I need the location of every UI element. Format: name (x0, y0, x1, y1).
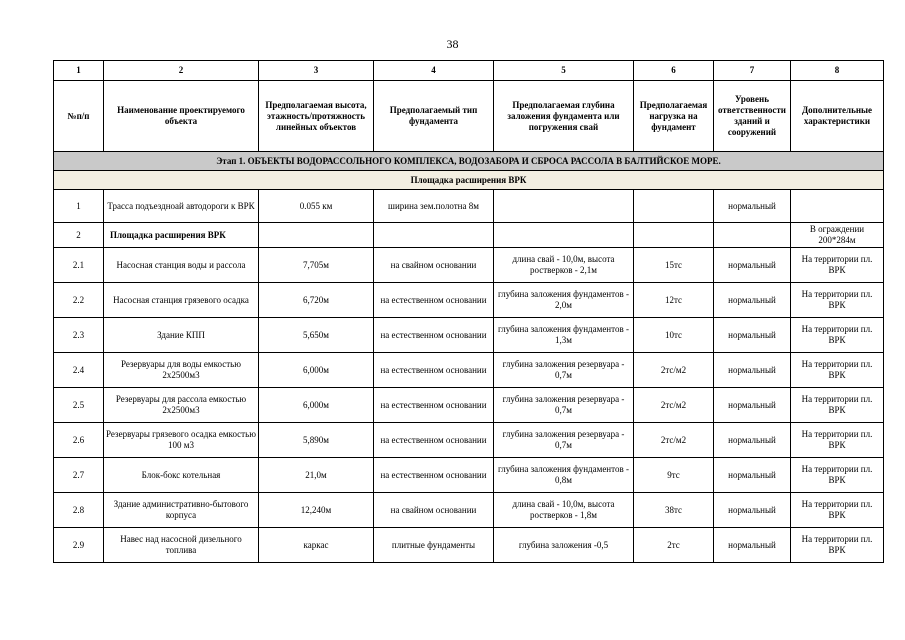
table-cell: Здание административно-бытового корпуса (104, 493, 259, 528)
table-cell: 6,000м (259, 353, 374, 388)
table-cell (494, 190, 634, 223)
column-number-row (54, 61, 884, 81)
table-cell: на свайном основании (374, 248, 494, 283)
table-cell: 15тс (634, 248, 714, 283)
stage-row (54, 152, 884, 171)
column-header: №п/п (54, 81, 104, 152)
table-cell: 6,720м (259, 283, 374, 318)
table-cell: 2тс/м2 (634, 423, 714, 458)
table-cell: 2.1 (54, 248, 104, 283)
table-cell: 2.9 (54, 528, 104, 563)
column-header: Предполагаемый тип фундамента (374, 81, 494, 152)
table-row (54, 223, 884, 248)
table-cell: 7,705м (259, 248, 374, 283)
column-number: 8 (791, 61, 884, 81)
column-header: Дополнительные характеристики (791, 81, 884, 152)
table-cell: на естественном основании (374, 353, 494, 388)
table-cell: длина свай - 10,0м, высота ростверков - 2,1м (494, 248, 634, 283)
table-cell: 12тс (634, 283, 714, 318)
table-cell (714, 223, 791, 248)
table-cell: Резервуары для рассола емкостью 2х2500м3 (104, 388, 259, 423)
table-cell: 12,240м (259, 493, 374, 528)
table-cell: нормальный (714, 493, 791, 528)
table-cell (634, 190, 714, 223)
table-row (54, 318, 884, 353)
table-cell: Блок-бокс котельная (104, 458, 259, 493)
table-cell: нормальный (714, 388, 791, 423)
table-cell: 21,0м (259, 458, 374, 493)
column-header: Предполагаемая нагрузка на фундамент (634, 81, 714, 152)
table-cell: Навес над насосной дизельного топлива (104, 528, 259, 563)
table-row (54, 283, 884, 318)
table-cell: глубина заложения резервуара - 0,7м (494, 423, 634, 458)
table-cell: 2.8 (54, 493, 104, 528)
table-cell: глубина заложения фундаментов - 1,3м (494, 318, 634, 353)
table-cell: каркас (259, 528, 374, 563)
table-cell: плитные фундаменты (374, 528, 494, 563)
table-cell: 2 (54, 223, 104, 248)
table-cell: Резервуары для воды емкостью 2х2500м3 (104, 353, 259, 388)
column-number: 3 (259, 61, 374, 81)
table-cell: глубина заложения фундаментов - 2,0м (494, 283, 634, 318)
table-cell: На территории пл. ВРК (791, 493, 884, 528)
table-cell (791, 190, 884, 223)
column-number: 7 (714, 61, 791, 81)
table-cell: На территории пл. ВРК (791, 388, 884, 423)
table-row (54, 248, 884, 283)
table-cell: 2.3 (54, 318, 104, 353)
table-cell: Насосная станция грязевого осадка (104, 283, 259, 318)
table-cell: нормальный (714, 528, 791, 563)
column-number: 6 (634, 61, 714, 81)
table-cell: На территории пл. ВРК (791, 458, 884, 493)
column-number: 2 (104, 61, 259, 81)
table-row (54, 528, 884, 563)
table-cell: нормальный (714, 283, 791, 318)
table-cell: 2.5 (54, 388, 104, 423)
table-cell: на естественном основании (374, 423, 494, 458)
table-cell: на естественном основании (374, 283, 494, 318)
table-cell: на естественном основании (374, 458, 494, 493)
table-cell: Трасса подъездноай автодороги к ВРК (104, 190, 259, 223)
table-cell: 2.4 (54, 353, 104, 388)
column-number: 1 (54, 61, 104, 81)
table-cell: 6,000м (259, 388, 374, 423)
column-number: 5 (494, 61, 634, 81)
objects-table (53, 60, 884, 563)
table-cell: нормальный (714, 423, 791, 458)
table-cell: 2тс/м2 (634, 353, 714, 388)
table-row (54, 458, 884, 493)
table-cell: 9тс (634, 458, 714, 493)
table-cell: Здание КПП (104, 318, 259, 353)
table-cell: на естественном основании (374, 388, 494, 423)
table-cell: 5,890м (259, 423, 374, 458)
table-row (54, 493, 884, 528)
table-cell: нормальный (714, 248, 791, 283)
column-header: Предполагаемая глубина заложения фундамента или погружения свай (494, 81, 634, 152)
table-cell (634, 223, 714, 248)
table-cell: 10тс (634, 318, 714, 353)
column-header: Предполагаемая высота, этажность/протяжность линейных объектов (259, 81, 374, 152)
site-title: Площадка расширения ВРК (54, 171, 884, 190)
table-cell: глубина заложения фундаментов - 0,8м (494, 458, 634, 493)
table-cell: 38тс (634, 493, 714, 528)
table-cell: Насосная станция воды и рассола (104, 248, 259, 283)
table-cell: 1 (54, 190, 104, 223)
table-cell: на естественном основании (374, 318, 494, 353)
table-cell: 5,650м (259, 318, 374, 353)
table-cell: На территории пл. ВРК (791, 528, 884, 563)
table-cell: глубина заложения резервуара - 0,7м (494, 388, 634, 423)
table-cell: Площадка расширения ВРК (104, 223, 259, 248)
table-cell: На территории пл. ВРК (791, 248, 884, 283)
table-cell: глубина заложения резервуара - 0,7м (494, 353, 634, 388)
column-header-row (54, 81, 884, 152)
table-row (54, 353, 884, 388)
table-cell (259, 223, 374, 248)
table-cell (494, 223, 634, 248)
table-cell: ширина зем.полотна 8м (374, 190, 494, 223)
table-cell: 2тс/м2 (634, 388, 714, 423)
table-cell (374, 223, 494, 248)
table-cell: На территории пл. ВРК (791, 353, 884, 388)
table-cell: На территории пл. ВРК (791, 318, 884, 353)
table-cell: На территории пл. ВРК (791, 283, 884, 318)
table-cell: Резервуары грязевого осадка емкостью 100 м3 (104, 423, 259, 458)
table-cell: 2.2 (54, 283, 104, 318)
table-cell: длина свай - 10,0м, высота ростверков - 1,8м (494, 493, 634, 528)
site-row (54, 171, 884, 190)
column-header: Уровень ответственности зданий и сооружений (714, 81, 791, 152)
page-number: 38 (446, 37, 459, 51)
table-row (54, 190, 884, 223)
table-cell: нормальный (714, 190, 791, 223)
table-cell: 2.7 (54, 458, 104, 493)
table-row (54, 388, 884, 423)
stage-title: Этап 1. ОБЪЕКТЫ ВОДОРАССОЛЬНОГО КОМПЛЕКСА, ВОДОЗАБОРА И СБРОСА РАССОЛА В БАЛТИЙСКОЕ МОРЕ. (54, 152, 884, 171)
table-cell: нормальный (714, 318, 791, 353)
table-cell: В ограждении 200*284м (791, 223, 884, 248)
table-cell: 2.6 (54, 423, 104, 458)
column-number: 4 (374, 61, 494, 81)
table-row (54, 423, 884, 458)
table-cell: нормальный (714, 353, 791, 388)
table-cell: глубина заложения -0,5 (494, 528, 634, 563)
table-cell: нормальный (714, 458, 791, 493)
table-cell: На территории пл. ВРК (791, 423, 884, 458)
table-cell: 0.055 км (259, 190, 374, 223)
table-cell: 2тс (634, 528, 714, 563)
table-cell: на свайном основании (374, 493, 494, 528)
column-header: Наименование проектируемого объекта (104, 81, 259, 152)
